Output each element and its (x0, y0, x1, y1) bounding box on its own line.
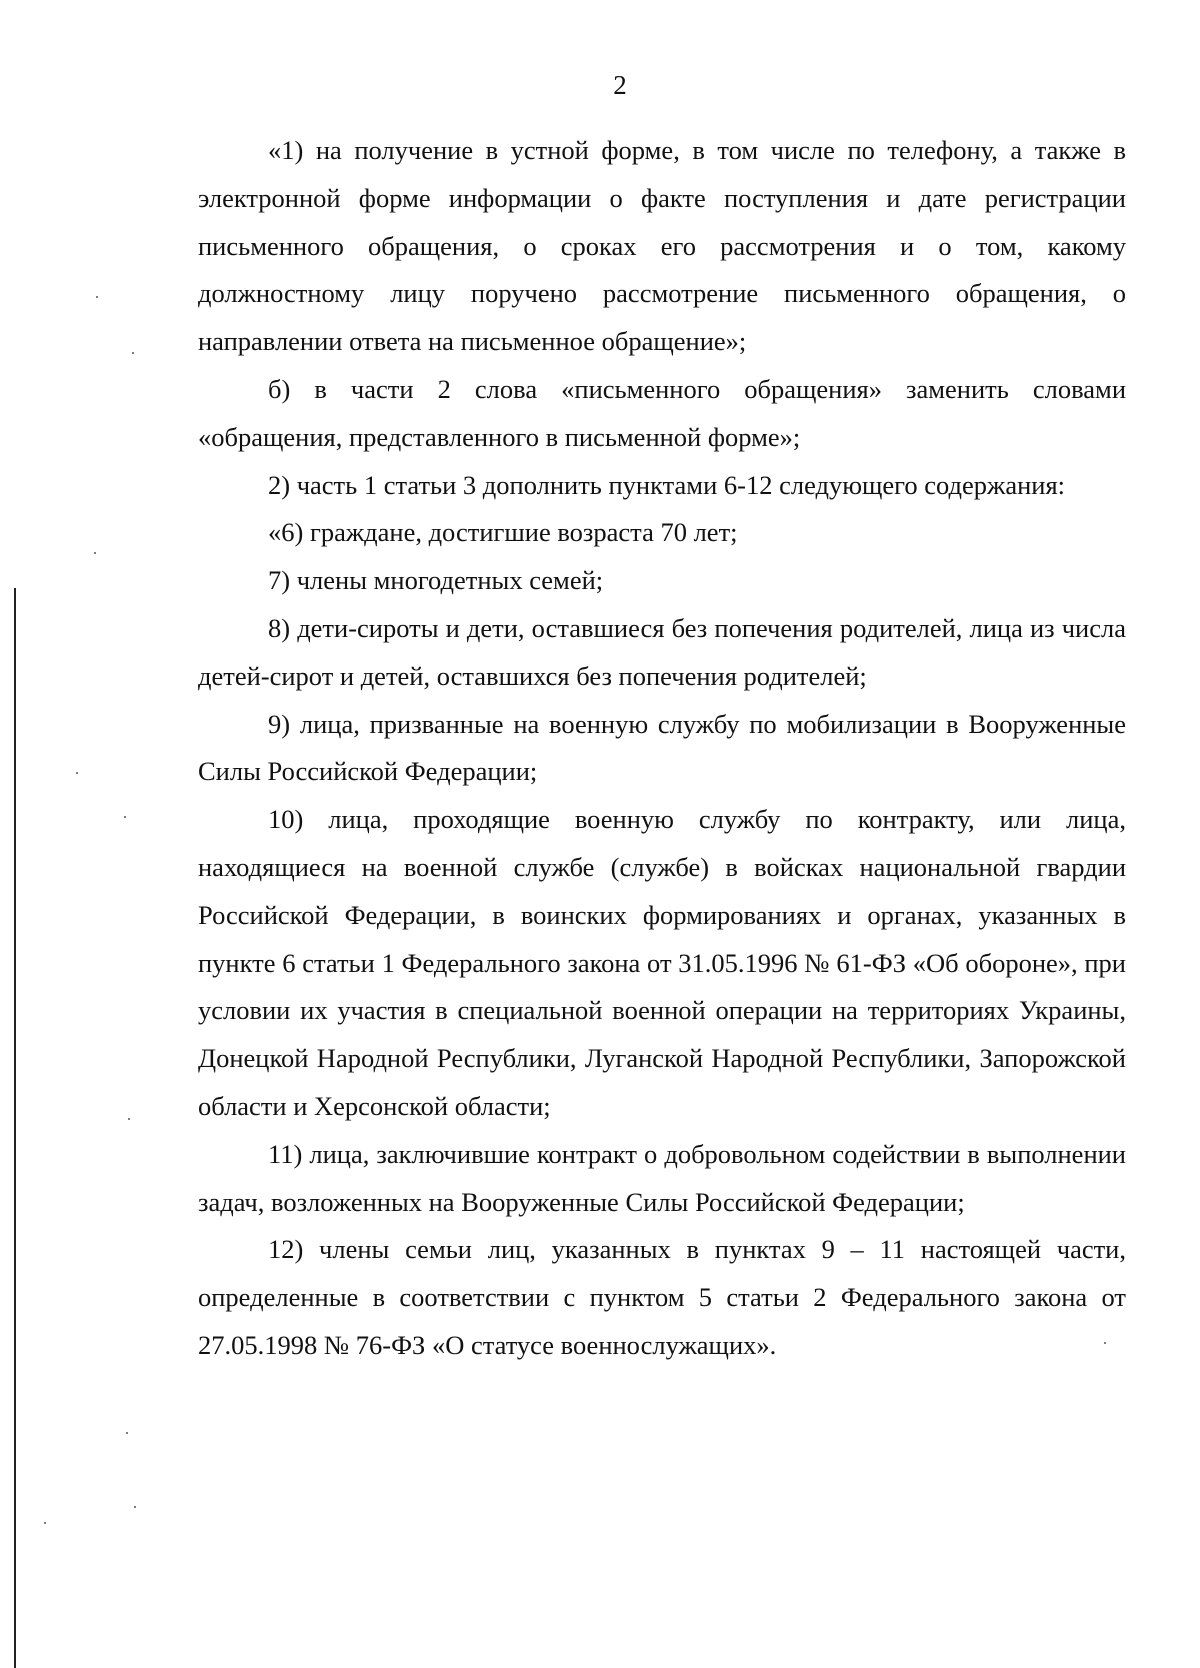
paragraph-item-11: 11) лица, заключившие контракт о добровольном содействии в выполнении задач, возложенных на Вооруженные Силы Российской Федерации; (198, 1138, 1126, 1217)
scan-speck (96, 296, 98, 298)
paragraph-item-6: «6) граждане, достигшие возраста 70 лет; (268, 517, 738, 548)
paragraph-item-10: 10) лица, проходящие военную службу по контракту, или лица, находящиеся на военной службе (службе) в войсках национальной гвардии Российской Федерации, в воинских формированиях и органах, указанных в пункте 6 статьи 1 Федерального закона от 31.05.1996 № 61-ФЗ «Об обороне», при условии их участия в специальной военной операции на территориях Украины, Донецкой Народной Республики, Луганской Народной Республики, Запорожской области и Херсонской области; (198, 804, 1126, 1121)
scan-speck (124, 816, 126, 818)
scan-speck (94, 552, 96, 554)
scan-binding-edge (14, 588, 16, 1668)
paragraph-item-8: 8) дети-сироты и дети, оставшиеся без попечения родителей, лица из числа детей-сирот и детей, оставшихся без попечения родителей; (198, 612, 1126, 691)
page-number: 2 (613, 70, 627, 100)
paragraph-item-9: 9) лица, призванные на военную службу по мобилизации в Вооруженные Силы Российской Федерации; (198, 708, 1126, 787)
document-body (198, 127, 1126, 1370)
paragraph-item-2: 2) часть 1 статьи 3 дополнить пунктами 6-12 следующего содержания: (268, 469, 1065, 500)
paragraph-item-12: 12) члены семьи лиц, указанных в пунктах 9 – 11 настоящей части, определенные в соответствии с пунктом 5 статьи 2 Федерального закона от 27.05.1998 № 76-ФЗ «О статусе военнослужащих». (198, 1234, 1126, 1360)
scan-speck (44, 1522, 46, 1524)
scan-speck (76, 772, 78, 774)
scan-speck (128, 1118, 130, 1120)
scan-speck (134, 1506, 136, 1508)
paragraph-clause-b: б) в части 2 слова «письменного обращения» заменить словами «обращения, представленного в письменной форме»; (198, 373, 1126, 452)
paragraph-clause-1: «1) на получение в устной форме, в том числе по телефону, а также в электронной форме информации о факте поступления и дате регистрации письменного обращения, о сроках его рассмотрения и о том, какому должностному лицу поручено рассмотрение письменного обращения, о направлении ответа на письменное обращение»; (198, 135, 1126, 357)
scan-speck (126, 1432, 128, 1434)
scan-speck (132, 352, 134, 354)
paragraph-item-7: 7) члены многодетных семей; (268, 565, 604, 596)
